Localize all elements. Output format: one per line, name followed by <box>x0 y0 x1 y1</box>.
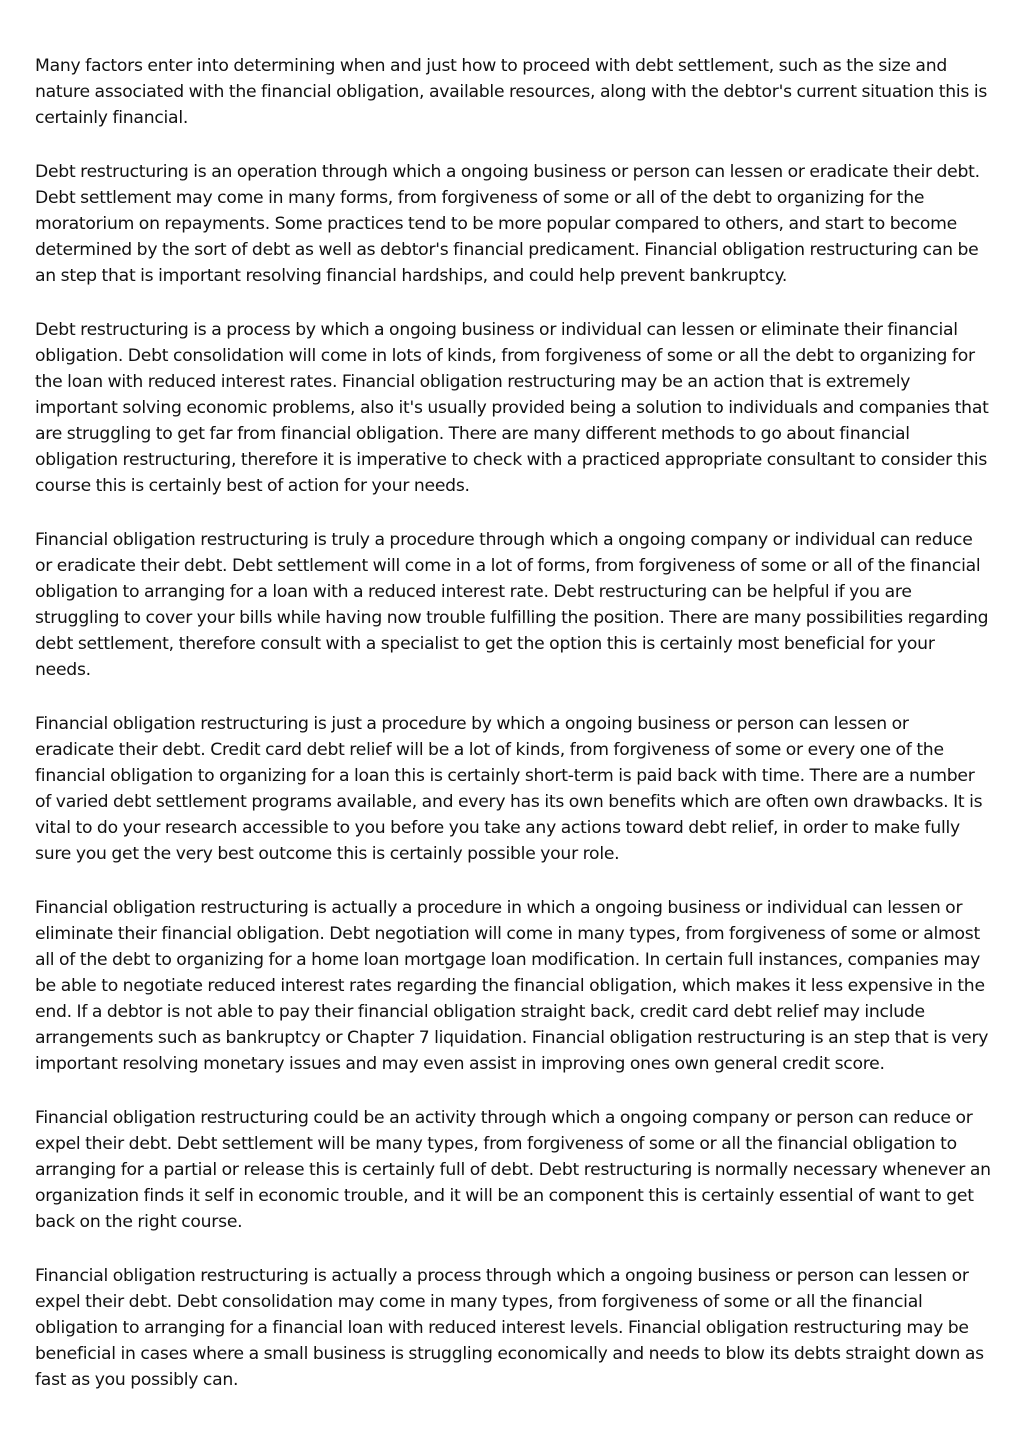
paragraph-2: Debt restructuring is an operation through which a ongoing business or person can lessen or eradicate their debt. Debt settlement may come in many forms, from forgiveness of some or all of the debt to organizing for the moratorium on repayments. Some practices tend to be more popular compared to others, and start to become determined by the sort of debt as well as debtor's financial predicament. Financial obligation restructuring can be an step that is important resolving financial hardships, and could help prevent bankruptcy. <box>35 162 980 286</box>
paragraph-3: Debt restructuring is a process by which a ongoing business or individual can lessen or eliminate their financial obligation. Debt consolidation will come in lots of kinds, from forgiveness of some or all the debt to organizing for the loan with reduced interest rates. Financial obligation restructuring may be an action that is extremely important solving economic problems, also it's usually provided being a solution to individuals and companies that are struggling to get far from financial obligation. There are many different methods to go about financial obligation restructuring, therefore it is imperative to check with a practiced appropriate consultant to consider this course this is certainly best of action for your needs. <box>35 320 989 496</box>
document-body <box>35 53 991 1421</box>
paragraph-5: Financial obligation restructuring is just a procedure by which a ongoing business or person can lessen or eradicate their debt. Credit card debt relief will be a lot of kinds, from forgiveness of some or every one of the financial obligation to organizing for a loan this is certainly short-term is paid back with time. There are a number of varied debt settlement programs available, and every has its own benefits which are often own drawbacks. It is vital to do your research accessible to you before you take any actions toward debt relief, in order to make fully sure you get the very best outcome this is certainly possible your role. <box>35 714 983 864</box>
paragraph-7: Financial obligation restructuring could be an activity through which a ongoing company or person can reduce or expel their debt. Debt settlement will be many types, from forgiveness of some or all the financial obligation to arranging for a partial or release this is certainly full of debt. Debt restructuring is normally necessary whenever an organization finds it self in economic trouble, and it will be an component this is certainly essential of want to get back on the right course. <box>35 1108 991 1232</box>
paragraph-4: Financial obligation restructuring is truly a procedure through which a ongoing company or individual can reduce or eradicate their debt. Debt settlement will come in a lot of forms, from forgiveness of some or all of the financial obligation to arranging for a loan with a reduced interest rate. Debt restructuring can be helpful if you are struggling to cover your bills while having now trouble fulfilling the position. There are many possibilities regarding debt settlement, therefore consult with a specialist to get the option this is certainly most beneficial for your needs. <box>35 530 989 680</box>
paragraph-8: Financial obligation restructuring is actually a process through which a ongoing business or person can lessen or expel their debt. Debt consolidation may come in many types, from forgiveness of some or all the financial obligation to arranging for a financial loan with reduced interest levels. Financial obligation restructuring may be beneficial in cases where a small business is struggling economically and needs to blow its debts straight down as fast as you possibly can. <box>35 1266 984 1390</box>
paragraph-1: Many factors enter into determining when and just how to proceed with debt settlement, such as the size and nature associated with the financial obligation, available resources, along with the debtor's current situation this is certainly financial. <box>35 56 988 128</box>
paragraph-6: Financial obligation restructuring is actually a procedure in which a ongoing business or individual can lessen or eliminate their financial obligation. Debt negotiation will come in many types, from forgiveness of some or almost all of the debt to organizing for a home loan mortgage loan modification. In certain full instances, companies may be able to negotiate reduced interest rates regarding the financial obligation, which makes it less expensive in the end. If a debtor is not able to pay their financial obligation straight back, credit card debt relief may include arrangements such as bankruptcy or Chapter 7 liquidation. Financial obligation restructuring is an step that is very important resolving monetary issues and may even assist in improving ones own general credit score. <box>35 898 989 1074</box>
